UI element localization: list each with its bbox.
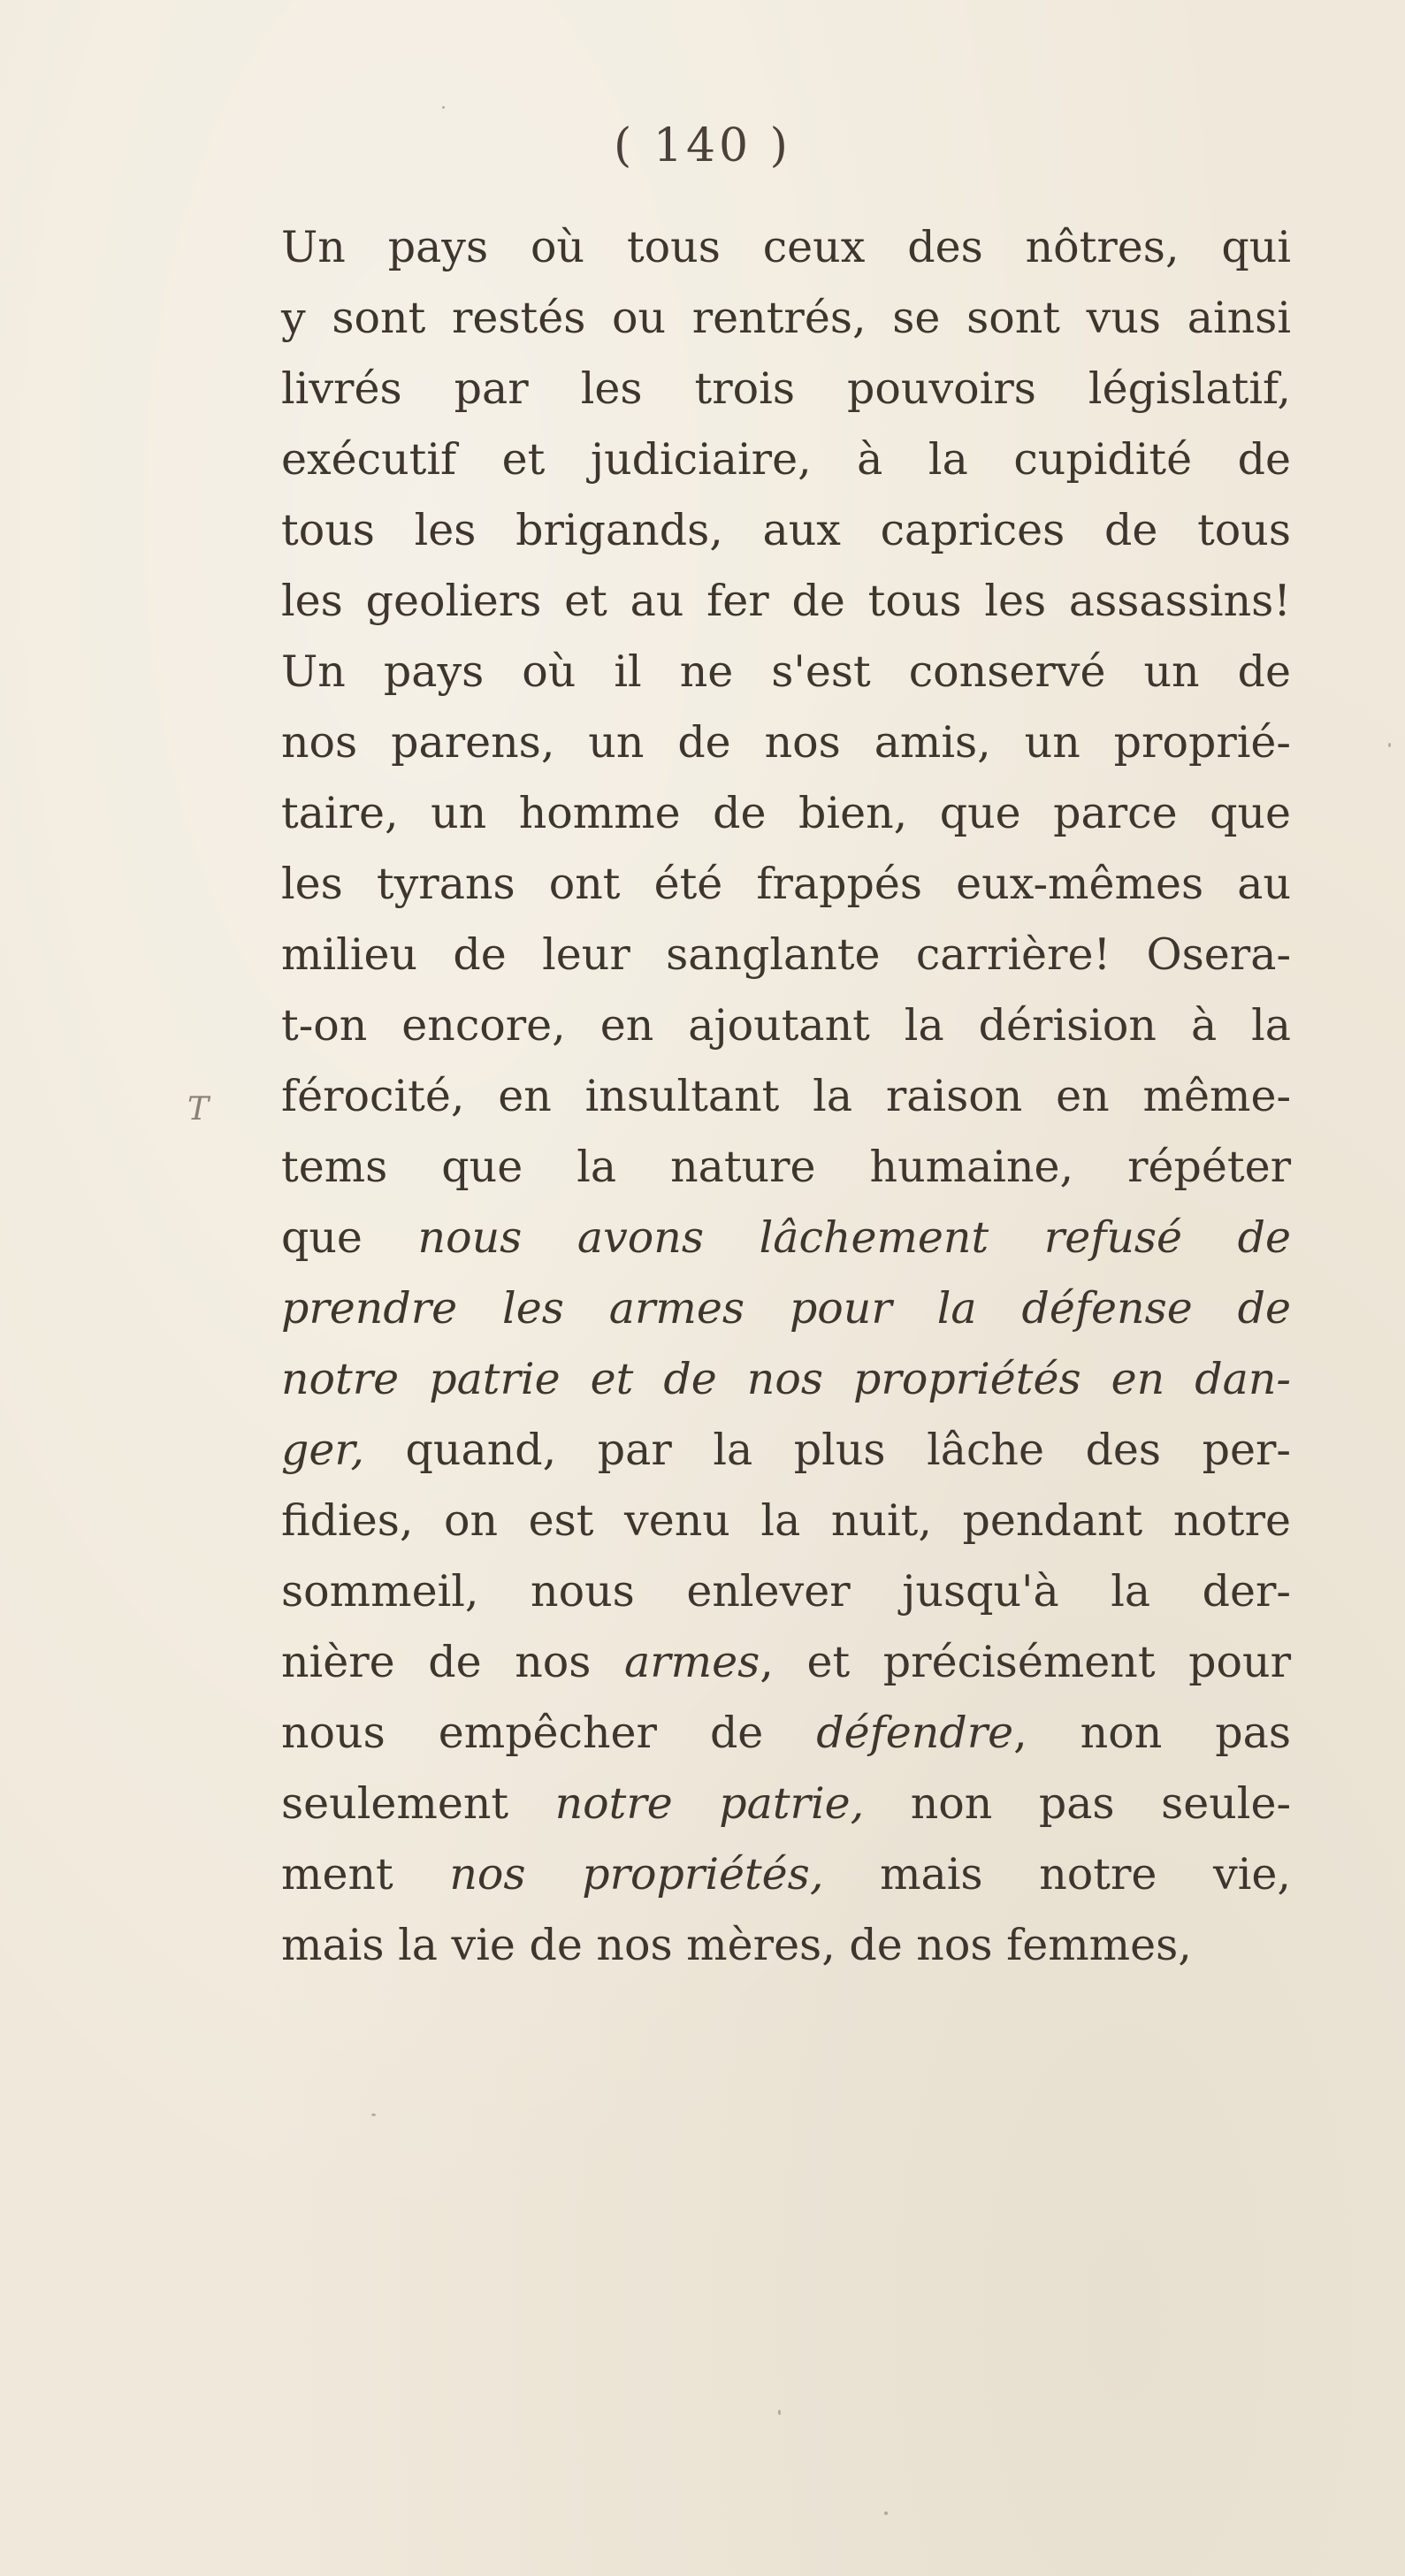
italic-run: notre patrie et de nos propriétés en dan- — [281, 1354, 1291, 1404]
text-run: nous empêcher de — [281, 1708, 817, 1758]
text-line: tous les brigands, aux caprices de tous — [281, 505, 1291, 555]
text-line: Un pays où tous ceux des nôtres, qui — [281, 222, 1291, 272]
text-line: livrés par les trois pouvoirs législatif, — [281, 363, 1291, 414]
paper-speck — [1388, 743, 1391, 747]
text-line: nos parens, un de nos amis, un proprié- — [281, 717, 1291, 768]
italic-run: nos propriétés, — [449, 1849, 824, 1900]
text-run: quand, par la plus lâche des per- — [363, 1425, 1291, 1475]
text-line: milieu de leur sanglante carrière! Osera- — [281, 929, 1291, 980]
text-line: les geoliers et au fer de tous les assassins! — [281, 576, 1291, 626]
text-line — [281, 1344, 1291, 1415]
text-line — [281, 1698, 1291, 1769]
text-line: tems que la nature humaine, répéter — [281, 1142, 1291, 1192]
paper-speck — [442, 106, 445, 109]
text-line: taire, un homme de bien, que parce que — [281, 788, 1291, 838]
text-run: nière de nos — [281, 1637, 625, 1687]
text-line — [281, 1273, 1291, 1344]
text-line: mais la vie de nos mères, de nos femmes, — [281, 1920, 1192, 1970]
page-number: ( 140 ) — [614, 119, 791, 172]
text-line: sommeil, nous enlever jusqu'à la der- — [281, 1566, 1291, 1617]
text-line — [281, 1203, 1291, 1273]
text-line — [281, 1839, 1291, 1910]
italic-run: armes — [624, 1637, 760, 1687]
margin-mark: T — [187, 1091, 210, 1127]
text-line: exécutif et judiciaire, à la cupidité de — [281, 434, 1291, 485]
text-run: seulement — [281, 1778, 555, 1829]
text-line: Un pays où il ne s'est conservé un de — [281, 646, 1291, 697]
body-text — [281, 212, 1291, 1981]
text-line — [281, 1627, 1291, 1698]
italic-run: défendre — [816, 1708, 1014, 1758]
text-line — [281, 1415, 1291, 1486]
text-run: que — [281, 1212, 418, 1263]
text-run: non pas seule- — [864, 1778, 1292, 1829]
text-run: , non pas — [1013, 1708, 1291, 1758]
text-line: fidies, on est venu la nuit, pendant notre — [281, 1495, 1291, 1546]
text-line — [281, 1769, 1291, 1839]
paper-speck — [371, 2114, 376, 2116]
text-run: ment — [281, 1849, 450, 1900]
italic-run: notre patrie, — [554, 1778, 865, 1829]
text-line: férocité, en insultant la raison en même- — [281, 1071, 1291, 1121]
italic-run: nous avons lâchement refusé de — [417, 1212, 1292, 1263]
text-run: , et précisément pour — [760, 1637, 1291, 1687]
italic-run: ger, — [281, 1425, 364, 1475]
italic-run: prendre les armes pour la défense de — [281, 1283, 1291, 1334]
paper-speck — [884, 2511, 888, 2515]
text-run: mais notre vie, — [823, 1849, 1291, 1900]
text-line: les tyrans ont été frappés eux-mêmes au — [281, 859, 1291, 909]
text-line: y sont restés ou rentrés, se sont vus ainsi — [281, 293, 1291, 343]
paper-speck — [778, 2410, 781, 2415]
text-line: t-on encore, en ajoutant la dérision à la — [281, 1000, 1291, 1051]
